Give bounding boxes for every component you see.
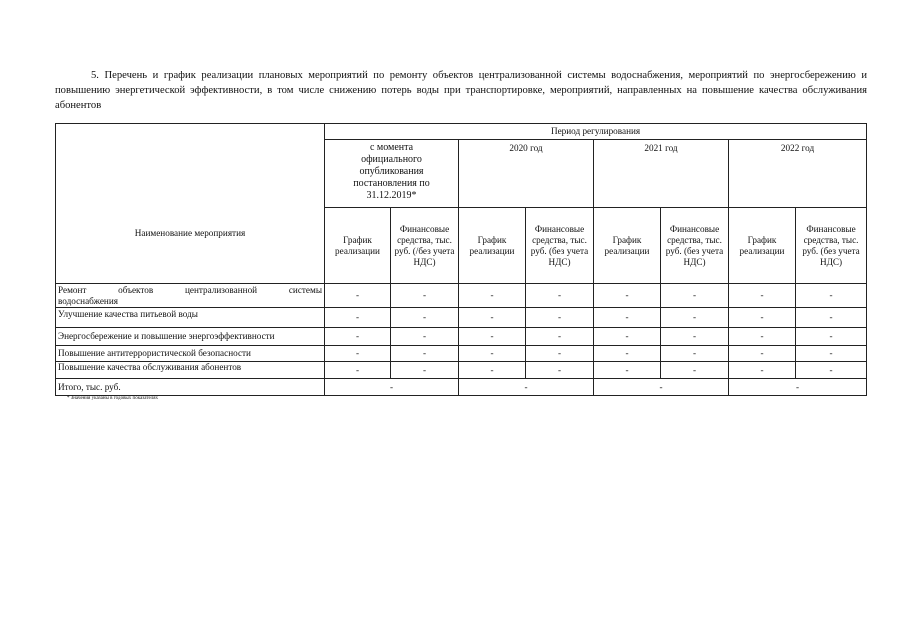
cell-value: - bbox=[594, 284, 661, 308]
cell-value: - bbox=[526, 328, 594, 346]
cell-value: - bbox=[459, 362, 526, 379]
total-value: - bbox=[594, 379, 729, 396]
cell-value: - bbox=[391, 328, 459, 346]
row-name: Повышение качества обслуживания абонентов bbox=[56, 362, 325, 379]
cell-value: - bbox=[661, 308, 729, 328]
period-header: Период регулирования bbox=[325, 124, 867, 140]
cell-value: - bbox=[661, 284, 729, 308]
period-header-2020: 2020 год bbox=[459, 140, 594, 208]
cell-value: - bbox=[661, 362, 729, 379]
sub-header-schedule: График реализации bbox=[325, 208, 391, 284]
cell-value: - bbox=[526, 284, 594, 308]
cell-value: - bbox=[729, 284, 796, 308]
sub-header-schedule: График реализации bbox=[594, 208, 661, 284]
table-row bbox=[56, 362, 867, 379]
cell-value: - bbox=[325, 308, 391, 328]
cell-value: - bbox=[796, 308, 867, 328]
cell-value: - bbox=[729, 328, 796, 346]
row-name: Энергосбережение и повышение энергоэффективности bbox=[56, 328, 325, 346]
cell-value: - bbox=[661, 346, 729, 362]
row-name bbox=[56, 284, 325, 308]
total-label: Итого, тыс. руб. bbox=[56, 379, 325, 396]
cell-value: - bbox=[325, 328, 391, 346]
table-row bbox=[56, 346, 867, 362]
cell-value: - bbox=[391, 362, 459, 379]
cell-value: - bbox=[325, 362, 391, 379]
cell-value: - bbox=[729, 362, 796, 379]
header-row-period bbox=[56, 124, 867, 140]
cell-value: - bbox=[594, 362, 661, 379]
table-row bbox=[56, 284, 867, 308]
sub-header-finance: Финансовые средства, тыс. руб. (без учета НДС) bbox=[661, 208, 729, 284]
cell-value: - bbox=[459, 308, 526, 328]
cell-value: - bbox=[796, 328, 867, 346]
cell-value: - bbox=[526, 308, 594, 328]
cell-value: - bbox=[391, 308, 459, 328]
row-name-line: водоснабжения bbox=[58, 296, 118, 306]
table-row bbox=[56, 328, 867, 346]
cell-value: - bbox=[729, 346, 796, 362]
total-row bbox=[56, 379, 867, 396]
period-header-2022: 2022 год bbox=[729, 140, 867, 208]
cell-value: - bbox=[459, 284, 526, 308]
footnote: * Значения указаны в годовых показателях bbox=[67, 396, 159, 401]
period-header-2021: 2021 год bbox=[594, 140, 729, 208]
row-name: Повышение антитеррористической безопасности bbox=[56, 346, 325, 362]
sub-header-finance: Финансовые средства, тыс. руб. (без учета НДС) bbox=[526, 208, 594, 284]
cell-value: - bbox=[325, 346, 391, 362]
plan-table bbox=[55, 123, 867, 396]
total-value: - bbox=[325, 379, 459, 396]
cell-value: - bbox=[391, 346, 459, 362]
cell-value: - bbox=[526, 362, 594, 379]
cell-value: - bbox=[526, 346, 594, 362]
sub-header-finance: Финансовые средства, тыс. руб. (без учета НДС) bbox=[796, 208, 867, 284]
name-header: Наименование мероприятия bbox=[56, 124, 325, 284]
cell-value: - bbox=[661, 328, 729, 346]
cell-value: - bbox=[796, 362, 867, 379]
total-value: - bbox=[729, 379, 867, 396]
cell-value: - bbox=[594, 346, 661, 362]
cell-value: - bbox=[594, 328, 661, 346]
row-name: Улучшение качества питьевой воды bbox=[56, 308, 325, 328]
section-heading: 5. Перечень и график реализации плановых мероприятий по ремонту объектов централизованной системы водоснабжения, мероприятий по энергосбережению и повышению энергетической эффективности, в том числе снижению потерь воды при транспортировке, мероприятий, направленных на повышение качества обслуживания абонентов bbox=[55, 69, 867, 111]
cell-value: - bbox=[459, 346, 526, 362]
cell-value: - bbox=[796, 346, 867, 362]
sub-header-schedule: График реализации bbox=[459, 208, 526, 284]
cell-value: - bbox=[391, 284, 459, 308]
period-header-initial: с момента официального опубликования постановления по 31.12.2019* bbox=[325, 140, 459, 208]
sub-header-schedule: График реализации bbox=[729, 208, 796, 284]
cell-value: - bbox=[325, 284, 391, 308]
cell-value: - bbox=[594, 308, 661, 328]
total-value: - bbox=[459, 379, 594, 396]
cell-value: - bbox=[729, 308, 796, 328]
table-row bbox=[56, 308, 867, 328]
cell-value: - bbox=[796, 284, 867, 308]
row-name-line: Ремонт объектов централизованной системы bbox=[58, 285, 322, 295]
cell-value: - bbox=[459, 328, 526, 346]
sub-header-finance: Финансовые средства, тыс. руб. (/без учета НДС) bbox=[391, 208, 459, 284]
